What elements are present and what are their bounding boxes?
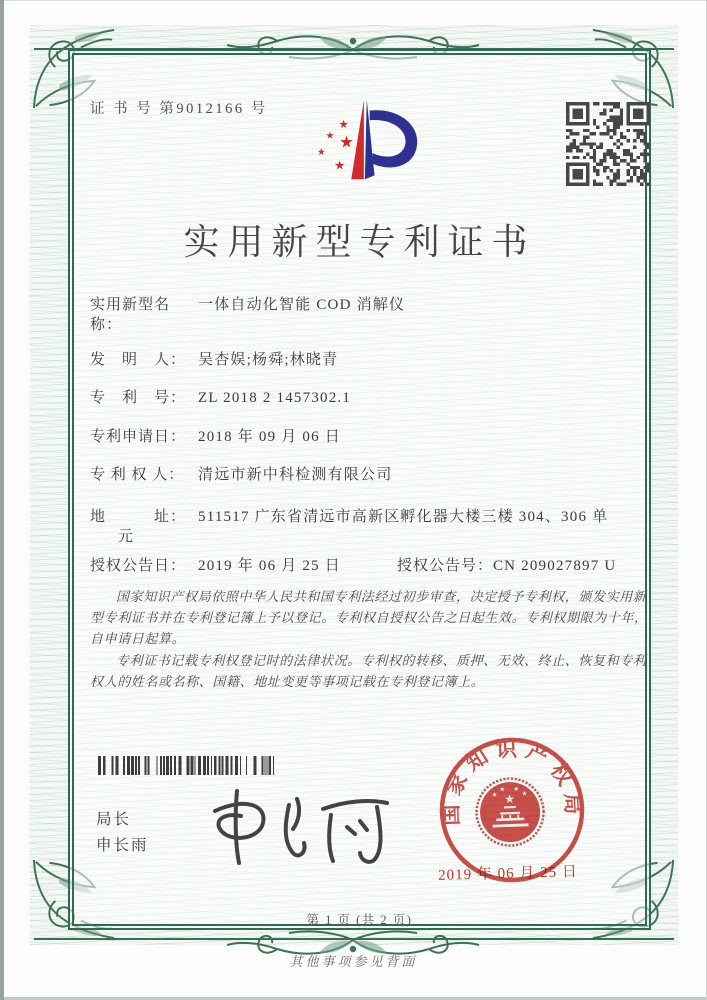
field-label: 地 址： <box>90 509 187 525</box>
legal-paragraph-1: 国家知识产权局依照中华人民共和国专利法经过初步审查，决定授予专利权，颁发实用新型专利证书并在专利登记簿上予以登记。专利权自授权公告之日起生效。专利权期限为十年，自申请日起算。 <box>90 589 648 646</box>
qr-code <box>566 102 650 186</box>
field-label: 授权公告日： <box>90 558 187 574</box>
field-inventors <box>90 350 650 370</box>
svg-text:★: ★ <box>521 789 528 798</box>
field-value: 吴杏娱;杨舜;林晓青 <box>198 352 339 368</box>
field-label: 实用新型名称： <box>90 297 171 334</box>
barcode <box>95 756 280 775</box>
page-number: 第 1 页 (共 2 页) <box>306 913 413 927</box>
field-label: 专利申请日： <box>90 429 187 445</box>
legal-text <box>90 586 648 693</box>
certificate-number: 证 书 号 第9012166 号 <box>90 101 268 117</box>
field-label: 专 利 权 人： <box>90 467 185 483</box>
director-name: 申长雨 <box>96 837 149 854</box>
field-value: 511517 广东省清远市高新区孵化器大楼三楼 304、306 单 <box>198 509 609 525</box>
back-note: 其他事项参见背面 <box>289 954 418 969</box>
field-label: 专 利 号： <box>90 390 187 406</box>
svg-text:★: ★ <box>513 784 520 793</box>
seal-text: 国家知识产权局 <box>438 736 586 826</box>
field-value: 一体自动化智能 COD 消解仪 <box>198 297 406 313</box>
director-block <box>96 807 149 859</box>
grant-date-value: 2019 年 06 月 25 日 <box>198 558 341 574</box>
svg-text:★: ★ <box>491 790 498 799</box>
field-grant-announcement <box>90 556 650 576</box>
svg-text:★: ★ <box>316 147 326 159</box>
field-label: 发 明 人： <box>90 352 187 368</box>
svg-text:★: ★ <box>334 157 346 173</box>
field-value-wrap: 元 <box>118 529 135 546</box>
certificate-title: 实用新型专利证书 <box>183 222 536 262</box>
svg-text:★: ★ <box>499 785 506 794</box>
grant-number-value: CN 209027897 U <box>492 558 617 574</box>
legal-paragraph-2: 专利证书记载专利权登记时的法律状况。专利权的转移、质押、无效、终止、恢复和专利权人的姓名或名称、国籍、地址变更等事项记载在专利登记簿上。 <box>90 653 647 689</box>
field-value: 2018 年 09 月 06 日 <box>198 429 341 445</box>
cnipa-logo <box>300 90 450 194</box>
field-patent-number <box>90 388 650 408</box>
field-value: ZL 2018 2 1457302.1 <box>198 390 352 406</box>
handwritten-signature <box>185 783 395 868</box>
field-patentee <box>90 465 650 485</box>
svg-text:★: ★ <box>325 130 335 142</box>
svg-text:★: ★ <box>503 791 516 807</box>
seal-date: 2019 年 06 月 25 日 <box>437 864 579 884</box>
svg-text:★: ★ <box>339 132 354 152</box>
field-utility-model-name <box>90 295 650 336</box>
field-value: 清远市新中科检测有限公司 <box>198 467 393 483</box>
field-filing-date <box>90 427 650 447</box>
field-address <box>90 507 650 548</box>
director-title: 局长 <box>96 811 132 828</box>
svg-text:★: ★ <box>338 116 349 131</box>
field-label: 授权公告号： <box>396 558 493 574</box>
